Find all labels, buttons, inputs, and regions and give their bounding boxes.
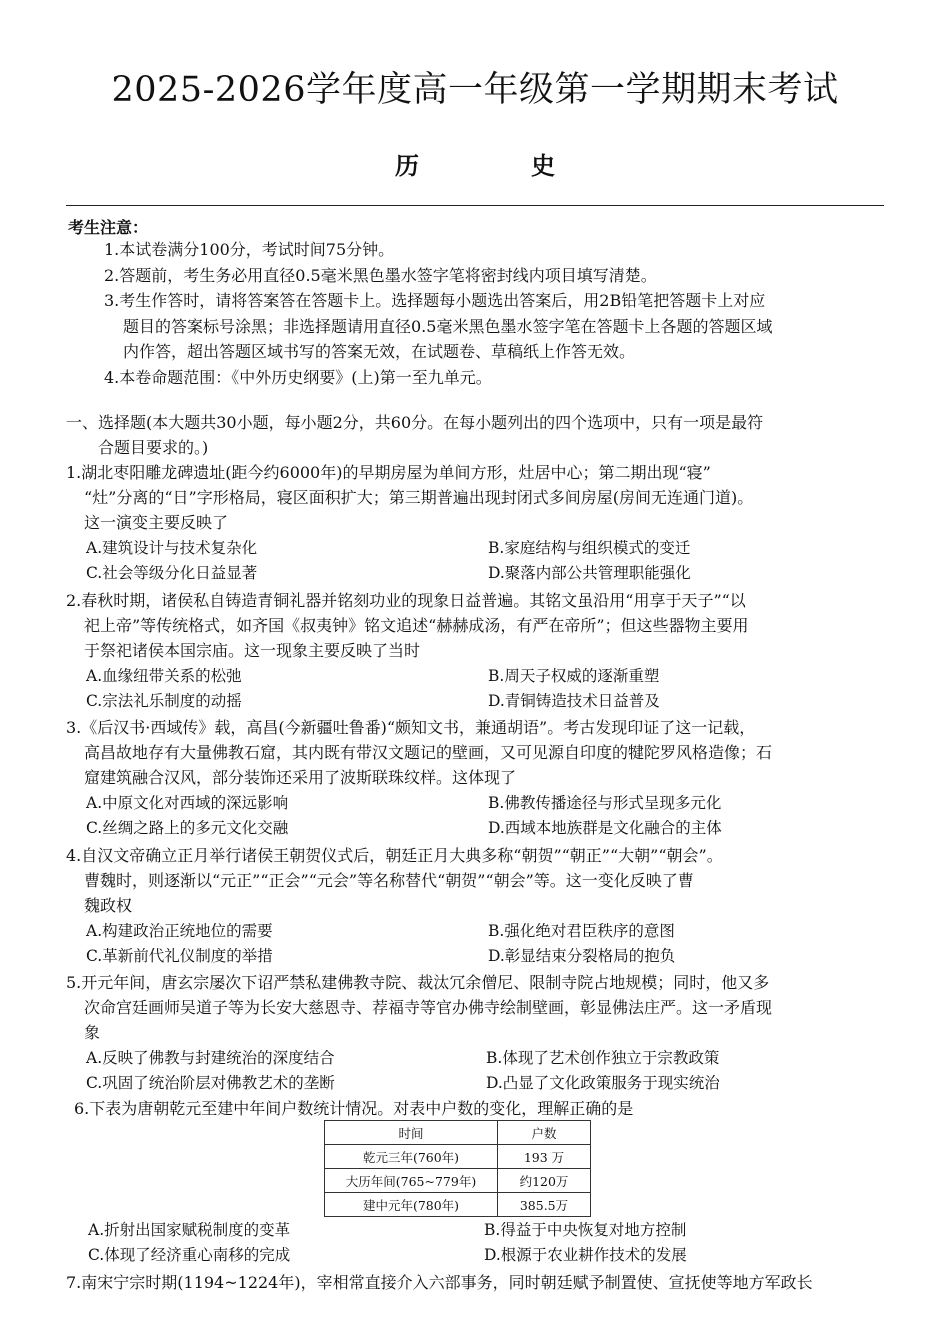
question-4-stem: 4.自汉文帝确立正月举行诸侯王朝贺仪式后，朝廷正月大典多称“朝贺”“朝正”“大朝”“朝会”。 — [66, 846, 723, 865]
question-6-option-c[interactable]: C.体现了经济重心南移的完成 — [88, 1246, 291, 1264]
table-header-cell: 户数 — [498, 1121, 591, 1145]
question-5-stem: 5.开元年间，唐玄宗屡次下诏严禁私建佛教寺院、裁汰冗余僧尼、限制寺院占地规模；同时，他又多 — [66, 973, 770, 992]
table-cell: 乾元三年(760年) — [325, 1145, 498, 1169]
question-1-option-d[interactable]: D.聚落内部公共管理职能强化 — [488, 564, 691, 582]
question-5-option-a[interactable]: A.反映了佛教与封建统治的深度结合 — [86, 1049, 335, 1067]
question-4-option-b[interactable]: B.强化绝对君臣秩序的意图 — [488, 922, 675, 940]
table-cell: 建中元年(780年) — [325, 1193, 498, 1217]
notice-item: 1.本试卷满分100分，考试时间75分钟。 — [104, 240, 395, 259]
table-cell: 385.5万 — [498, 1193, 591, 1217]
question-5-stem: 象 — [84, 1023, 101, 1042]
question-3-stem: 高昌故地存有大量佛教石窟，其内既有带汉文题记的壁画，又可见源自印度的犍陀罗风格造像；石 — [84, 743, 773, 762]
table-cell: 大历年间(765~779年) — [325, 1169, 498, 1193]
subject-title — [0, 146, 950, 181]
question-6-option-d[interactable]: D.根源于农业耕作技术的发展 — [484, 1246, 687, 1264]
question-3-option-b[interactable]: B.佛教传播途径与形式呈现多元化 — [488, 794, 722, 812]
question-1-stem: “灶”分离的“日”字形格局，寝区面积扩大；第三期普遍出现封闭式多间房屋(房间无连通门道)。 — [84, 488, 754, 507]
exam-title: 2025-2026学年度高一年级第一学期期末考试 — [111, 70, 839, 110]
question-2-stem: 2.春秋时期，诸侯私自铸造青铜礼器并铭刻功业的现象日益普遍。其铭文虽沿用“用享于天子”“以 — [66, 591, 746, 610]
notice-item: 4.本卷命题范围：《中外历史纲要》(上)第一至九单元。 — [104, 367, 492, 387]
question-3-option-c[interactable]: C.丝绸之路上的多元文化交融 — [86, 819, 289, 837]
table-cell: 约120万 — [498, 1169, 591, 1193]
table-row — [325, 1193, 591, 1217]
notice-item: 2.答题前，考生务必用直径0.5毫米黑色墨水签字笔将密封线内项目填写清楚。 — [104, 265, 657, 285]
question-3-stem: 3.《后汉书·西域传》载，高昌(今新疆吐鲁番)“颇知文书，兼通胡语”。考古发现印证了这一记载， — [66, 718, 756, 737]
table-header-cell: 时间 — [325, 1121, 498, 1145]
header-divider — [66, 205, 884, 206]
question-1-option-a[interactable]: A.建筑设计与技术复杂化 — [86, 539, 258, 557]
table-cell: 193 万 — [498, 1145, 591, 1169]
question-6-stem: 6.下表为唐朝乾元至建中年间户数统计情况。对表中户数的变化，理解正确的是 — [74, 1099, 634, 1118]
notice-heading: 考生注意： — [68, 218, 149, 237]
table-header-row — [325, 1121, 591, 1145]
table-row — [325, 1169, 591, 1193]
question-2-option-b[interactable]: B.周天子权威的逐渐重塑 — [488, 667, 660, 685]
table-row — [325, 1145, 591, 1169]
notice-list — [104, 237, 886, 390]
question-4-option-a[interactable]: A.构建政治正统地位的需要 — [86, 922, 273, 940]
question-5-option-b[interactable]: B.体现了艺术创作独立于宗教政策 — [486, 1049, 720, 1067]
notice-item: 内作答，超出答题区域书写的答案无效，在试题卷、草稿纸上作答无效。 — [123, 342, 636, 361]
question-1-stem: 这一演变主要反映了 — [84, 513, 229, 532]
question-2-option-a[interactable]: A.血缘纽带关系的松弛 — [86, 667, 242, 685]
question-7-stem: 7.南宋宁宗时期(1194~1224年)，宰相常直接介入六部事务，同时朝廷赋予制置使、宣抚使等地方军政长 — [66, 1273, 813, 1292]
question-6-option-a[interactable]: A.折射出国家赋税制度的变革 — [88, 1221, 291, 1239]
household-table — [324, 1120, 591, 1217]
question-1-stem: 1.湖北枣阳雕龙碑遗址(距今约6000年)的早期房屋为单间方形，灶居中心；第二期出现“寝” — [66, 463, 711, 482]
question-2-option-d[interactable]: D.青铜铸造技术日益普及 — [488, 692, 660, 710]
question-5-option-c[interactable]: C.巩固了统治阶层对佛教艺术的垄断 — [86, 1074, 335, 1092]
question-1-option-b[interactable]: B.家庭结构与组织模式的变迁 — [488, 539, 691, 557]
question-1-option-c[interactable]: C.社会等级分化日益显著 — [86, 564, 258, 582]
question-3-stem: 窟建筑融合汉风，部分装饰还采用了波斯联珠纹样。这体现了 — [84, 768, 517, 787]
question-5-stem: 次命宫廷画师吴道子等为长安大慈恩寺、荐福寺等官办佛寺绘制壁画，彰显佛法庄严。这一矛盾现 — [84, 998, 773, 1017]
question-3-option-a[interactable]: A.中原文化对西域的深远影响 — [86, 794, 289, 812]
question-2-stem: 祀上帝”等传统格式，如齐国《叔夷钟》铭文追述“赫赫成汤，有严在帝所”；但这些器物主要用 — [84, 616, 749, 635]
question-4-option-d[interactable]: D.彰显结束分裂格局的抱负 — [488, 947, 676, 965]
question-4-stem: 魏政权 — [84, 896, 133, 915]
question-6-option-b[interactable]: B.得益于中央恢复对地方控制 — [484, 1221, 687, 1239]
subject-char: 历 — [395, 151, 419, 180]
question-3-option-d[interactable]: D.西域本地族群是文化融合的主体 — [488, 819, 722, 837]
section-heading: 一、选择题(本大题共30小题，每小题2分，共60分。在每小题列出的四个选项中，只有一项是最符 — [66, 413, 764, 432]
question-2-stem: 于祭祀诸侯本国宗庙。这一现象主要反映了当时 — [84, 641, 421, 660]
section-heading-cont: 合题目要求的。) — [98, 438, 209, 457]
question-4-stem: 曹魏时，则逐渐以“元正”“正会”“元会”等名称替代“朝贺”“朝会”等。这一变化反映了曹 — [84, 871, 694, 890]
question-2-option-c[interactable]: C.宗法礼乐制度的动摇 — [86, 692, 242, 710]
subject-char: 史 — [531, 151, 555, 180]
question-4-option-c[interactable]: C.革新前代礼仪制度的举措 — [86, 947, 273, 965]
question-5-option-d[interactable]: D.凸显了文化政策服务于现实统治 — [486, 1074, 720, 1092]
notice-item: 题目的答案标号涂黑；非选择题请用直径0.5毫米黑色墨水签字笔在答题卡上各题的答题区域 — [123, 316, 773, 336]
notice-item: 3.考生作答时，请将答案答在答题卡上。选择题每小题选出答案后，用2B铅笔把答题卡上对应 — [104, 291, 766, 310]
